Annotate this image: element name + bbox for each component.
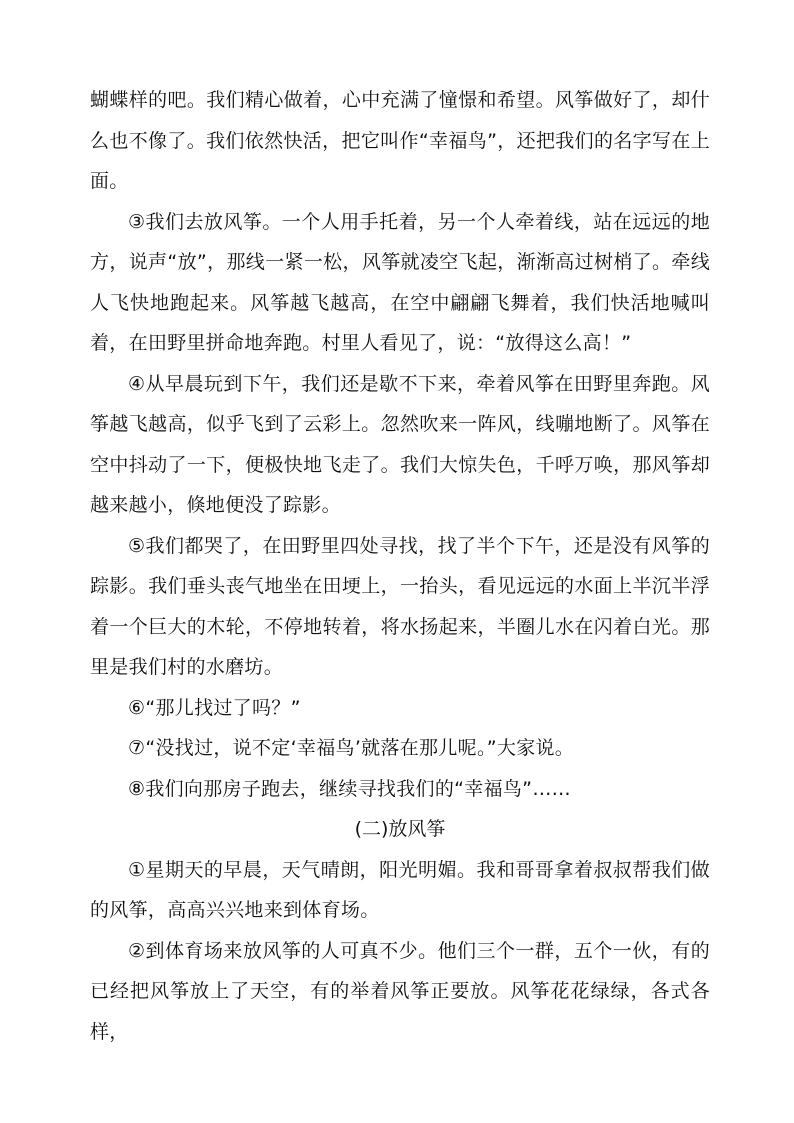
- paragraph-5: ⑤我们都哭了，在田野里四处寻找，找了半个下午，还是没有风筝的踪影。我们垂头丧气地坐在田埂上，一抬头，看见远远的水面上半沉半浮着一个巨大的木轮，不停地转着，将水扬起来，半圈儿水在闪着白光。那里是我们村的水磨坊。: [90, 534, 710, 678]
- paragraph-3: ③我们去放风筝。一个人用手托着，另一个人牵着线，站在远远的地方，说声“放”，那线一紧一松，风筝就凌空飞起，渐渐高过树梢了。牵线人飞快地跑起来。风筝越飞越高，在空中翩翩飞舞着，我们快活地喊叫着，在田野里拼命地奔跑。村里人看见了，说：“放得这么高！”: [90, 210, 710, 354]
- paragraph-continued: 蝴蝶样的吧。我们精心做着，心中充满了憧憬和希望。风筝做好了，却什么也不像了。我们依然快活，把它叫作“幸福鸟”，还把我们的名字写在上面。: [90, 89, 710, 192]
- document-body: [90, 80, 710, 1052]
- section2-paragraph-2: ②到体育场来放风筝的人可真不少。他们三个一群，五个一伙，有的已经把风筝放上了天空，有的举着风筝正要放。风筝花花绿绿，各式各样，: [90, 939, 710, 1043]
- paragraph-7: ⑦“没找过，说不定‘幸福鸟’就落在那儿呢。”大家说。: [128, 737, 575, 759]
- paragraph-6: ⑥“那儿找过了吗？”: [128, 696, 301, 719]
- section-title: (二)放风筝: [354, 818, 446, 840]
- section2-paragraph-1: ①星期天的早晨，天气晴朗，阳光明媚。我和哥哥拿着叔叔帮我们做的风筝，高高兴兴地来到体育场。: [90, 858, 710, 921]
- paragraph-8: ⑧我们向那房子跑去，继续寻找我们的“幸福鸟”……: [128, 777, 571, 800]
- paragraph-4: ④从早晨玩到下午，我们还是歇不下来，牵着风筝在田野里奔跑。风筝越飞越高，似乎飞到了云彩上。忽然吹来一阵风，线嘣地断了。风筝在空中抖动了一下，便极快地飞走了。我们大惊失色，千呼万唤，那风筝却越来越小，倏地便没了踪影。: [90, 372, 710, 516]
